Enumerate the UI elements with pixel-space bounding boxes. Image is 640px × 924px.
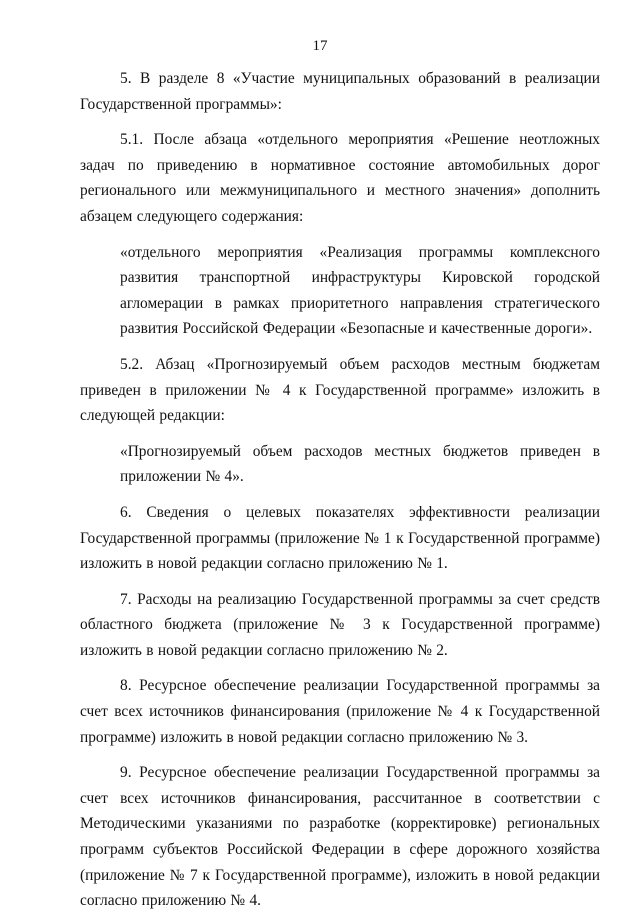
paragraph-section-8: 8. Ресурсное обеспечение реализации Государственной программы за счет всех источников финансирования (приложение № 4 к Государственной программе) изложить в новой редакции согласно приложению № 3. <box>80 677 600 746</box>
paragraph-section-5: 5. В разделе 8 «Участие муниципальных образований в реализации Государственной программы»: <box>80 70 600 113</box>
document-body <box>80 66 600 924</box>
paragraph-section-5-1: 5.1. После абзаца «отдельного мероприятия «Решение неотложных задач по приведению в нормативное состояние автомобильных дорог регионального или межмуниципального и местного значения» дополнить абзацем следующего содержания: <box>80 131 600 225</box>
paragraph-section-5-2: 5.2. Абзац «Прогнозируемый объем расходов местным бюджетам приведен в приложении № 4 к Государственной программе» изложить в следующей редакции: <box>80 355 600 425</box>
quote-section-5-2: «Прогнозируемый объем расходов местных бюджетов приведен в приложении № 4». <box>120 442 600 486</box>
page-number: 17 <box>312 38 328 54</box>
paragraph-section-7: 7. Расходы на реализацию Государственной программы за счет средств областного бюджета (приложение № 3 к Государственной программе) изложить в новой редакции согласно приложению № 2. <box>80 590 600 659</box>
paragraph-section-6: 6. Сведения о целевых показателях эффективности реализации Государственной программы (приложение № 1 к Государственной программе) изложить в новой редакции согласно приложению № 1. <box>80 503 600 573</box>
paragraph-section-9: 9. Ресурсное обеспечение реализации Государственной программы за счет всех источников финансирования, рассчитанное в соответствии с Методическими указаниями по разработке (корректировке) региональных программ субъектов Российской Федерации в сфере дорожного хозяйства (приложение № 7 к Государственной программе), изложить в новой редакции согласно приложению № 4. <box>80 764 600 910</box>
quote-section-5-1: «отдельного мероприятия «Реализация программы комплексного развития транспортной инфраструктуры Кировской городской агломерации в рамках приоритетного направления стратегического развития Российской Федерации «Безопасные и качественные дороги». <box>120 243 600 338</box>
